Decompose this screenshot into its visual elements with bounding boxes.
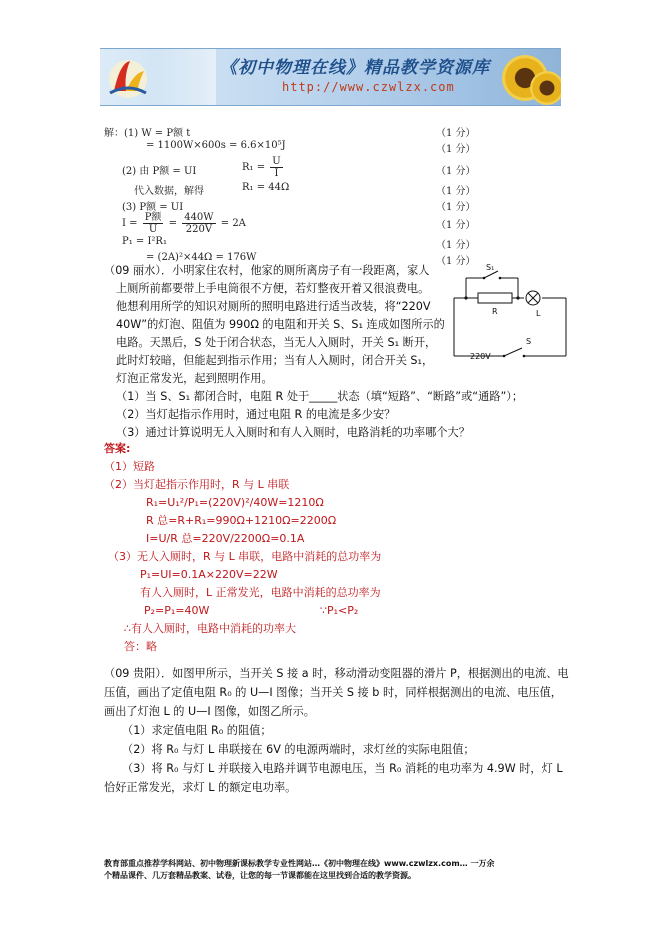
question-text: 40W”的灯泡、阻值为 990Ω 的电阻和开关 S、S₁ 连成如图所示的 [116,318,445,331]
question-text: 画出了灯泡 L 的 U—I 图像，如图乙所示。 [104,705,315,718]
answer-line: ∴有人入厕时，电路中消耗的功率大 [124,622,296,635]
score-mark: （1 分） [436,220,476,231]
answer-line: 答：略 [124,640,157,653]
question-2 [104,664,569,797]
question-text: 上厕所前都要带上手电筒很不方便，若灯整夜开着又很浪费电。 [116,282,430,295]
question-text: （1）求定值电阻 R₀ 的阻值； [122,724,272,737]
answer-line: P₁=UI=0.1A×220V=22W [140,568,278,581]
banner-title: 《初中物理在线》精品教学资源库 [220,58,490,78]
lamp-label: L [536,309,541,318]
answer-line: 有人入厕时，L 正常发光，电路中消耗的总功率为 [140,586,381,599]
switch-s1-label: S₁ [486,264,495,272]
question-text: （09 丽水）．小明家住农村，他家的厕所离房子有一段距离，家人 [104,264,430,277]
sunflower-icon [530,71,561,105]
banner-url[interactable]: http://www.czwlzx.com [282,80,455,94]
answer-line: I=U/R 总=220V/2200Ω=0.1A [146,532,305,545]
score-mark: （1 分） [436,240,476,251]
header-banner [100,48,561,106]
question-text: 压值，画出了定值电阻 R₀ 的 U—I 图像；当开关 S 接 b 时，同样根据测出的电流、电压值， [104,686,562,699]
banner-glow [156,49,216,105]
solution-line: (2) 由 P额 = UI [122,166,197,177]
score-mark: （1 分） [436,128,476,139]
question-text: （2）将 R₀ 与灯 L 串联接在 6V 的电源两端时，求灯丝的实际电阻值； [122,743,475,756]
question-text: 灯泡正常发光，起到照明作用。 [116,372,273,385]
solution-line: = 1100W×600s = 6.6×10⁵J [146,140,286,151]
switch-s-label: S [526,337,532,346]
solution-line: R₁ = 44Ω [242,182,290,193]
question-text: （3）通过计算说明无人入厕时和有人入厕时，电路消耗的功率哪个大？ [116,426,470,439]
answer-line: ∵P₁<P₂ [320,604,359,617]
question-text: 他想利用所学的知识对厕所的照明电路进行适当改装，将“220V [116,300,431,313]
score-mark: （1 分） [436,144,476,155]
solution-line: = (2A)²×44Ω = 176W [146,252,257,263]
question-text: （3）将 R₀ 与灯 L 并联接入电路并调节电源电压，当 R₀ 消耗的电功率为 4.9W 时，灯 L [122,762,563,775]
question-text: （1）当 S、S₁ 都闭合时，电阻 R 处于_____状态（填“短路”、“断路”或“通路”）； [116,390,524,403]
question-text: （09 贵阳）．如图甲所示，当开关 S 接 a 时，移动滑动变阻器的滑片 P，根据测出的电流、电 [104,667,569,680]
answer-label: 答案: [104,442,131,455]
score-mark: （1 分） [436,202,476,213]
solution-line: 代入数据，解得 [134,186,204,197]
question-text: 恰好正常发光，求灯 L 的额定电功率。 [104,781,297,794]
answer-line: （1）短路 [104,460,155,473]
answer-line: R₁=U₁²/P₁=(220V)²/40W=1210Ω [146,496,324,509]
score-mark: （1 分） [436,256,476,267]
score-mark: （1 分） [436,186,476,197]
answer-block [104,440,381,656]
question-text: 此时灯较暗，但能起到指示作用；当有人入厕时，闭合开关 S₁， [116,354,434,367]
solution-line: (3) P额 = UI [122,202,184,213]
solution-formula: R₁ = $\frac{U}{I}$ [242,156,281,179]
answer-line: （3）无人入厕时，R 与 L 串联，电路中消耗的总功率为 [108,550,382,563]
page-footer [104,858,494,882]
score-mark: （1 分） [436,166,476,177]
circuit-diagram [448,264,572,364]
question-text: （2）当灯起指示作用时，通过电阻 R 的电流是多少安？ [116,408,396,421]
answer-line: R 总=R+R₁=990Ω+1210Ω=2200Ω [146,514,337,527]
solution-line: 解：(1) W = P额 t [104,128,191,139]
solution-formula: I = $\frac{\text{P额}}{U}$ = $\frac{440W}{220V}$ = 2A [122,212,246,235]
answer-line: P₂=P₁=40W [144,604,210,617]
footer-line: 个精品课件、几万套精品教案、试卷，让您的每一节课都能在这里找到合适的教学资源。 [104,871,416,880]
question-text: 电路。天黑后，S 处于闭合状态，当无人入厕时，开关 S₁ 断开， [116,336,437,349]
solution-line: P₁ = I²R₁ [122,236,167,247]
footer-line: 教育部重点推荐学科网站、初中物理新课标教学专业性网站…《初中物理在线》www.czwlzx.com… 一万余 [104,859,495,868]
resistor-label: R [492,307,498,316]
voltage-label: 220V [470,352,491,361]
answer-line: （2）当灯起指示作用时，R 与 L 串联 [104,478,290,491]
site-logo-icon [104,53,152,101]
